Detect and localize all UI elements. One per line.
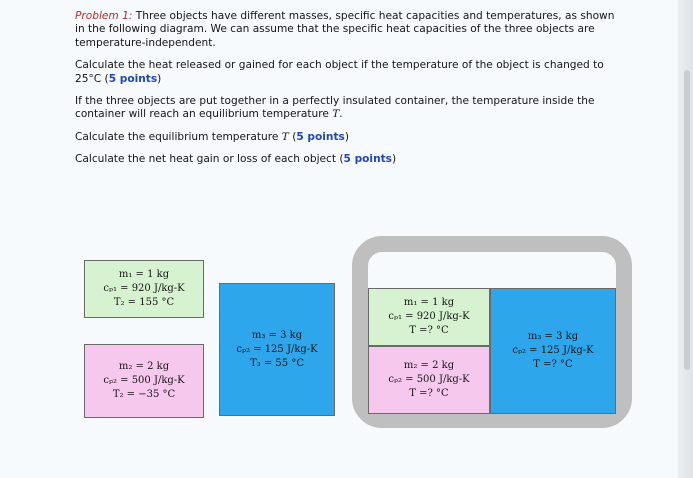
container-object-1-temperature: T =? °C: [409, 325, 449, 336]
container-object-2-box: [368, 346, 490, 414]
object-2-mass: m₂ = 2 kg: [118, 361, 170, 372]
context-paragraph: [75, 95, 615, 122]
question-1-text: Calculate the heat released or gained for each object if the temperature of the object is changed to 25°C (: [75, 59, 604, 85]
object-2-temperature: T₂ = −35 °C: [112, 389, 176, 400]
question-2-text: Calculate the equilibrium temperature: [75, 130, 282, 143]
problem-text: [75, 10, 615, 176]
object-3-mass: m₃ = 3 kg: [251, 329, 303, 341]
container-object-1-heat-capacity: cₚ₁ = 920 J/kg-K: [388, 311, 470, 322]
question-2-T: T: [281, 130, 289, 143]
object-1-heat-capacity: cₚ₁ = 920 J/kg-K: [103, 283, 185, 294]
problem-label: Problem 1:: [75, 10, 133, 22]
context-T: T: [332, 108, 340, 121]
object-1-box: [84, 260, 204, 318]
question-2: [75, 131, 615, 144]
object-3-box: [219, 283, 335, 416]
question-2-points: 5 points: [296, 130, 345, 143]
object-3-temperature: T₃ = 55 °C: [250, 357, 304, 369]
container-object-3-mass: m₃ = 3 kg: [527, 331, 579, 342]
question-3: [75, 153, 615, 166]
container-object-2-mass: m₂ = 2 kg: [403, 360, 455, 371]
problem-intro: [75, 10, 615, 50]
context-text: If the three objects are put together in a perfectly insulated container, the temperature inside the container will reach an equilibrium temperature: [75, 95, 595, 121]
object-2-box: [84, 344, 204, 418]
question-3-close: ): [391, 153, 397, 166]
context-end: .: [339, 108, 343, 121]
container-object-1-mass: m₁ = 1 kg: [403, 297, 455, 308]
question-1-close: ): [157, 72, 162, 85]
question-3-points: 5 points: [343, 153, 392, 166]
container-object-2-heat-capacity: cₚ₂ = 500 J/kg-K: [388, 374, 470, 385]
object-3-heat-capacity: cₚ₂ = 125 J/kg-K: [236, 343, 318, 355]
question-1-points: 5 points: [108, 72, 158, 85]
page-edge: [678, 0, 693, 478]
question-2-close: ): [344, 130, 349, 143]
container-object-1-box: [368, 288, 490, 346]
object-1-mass: m₁ = 1 kg: [118, 269, 170, 280]
scrollbar-thumb[interactable]: [684, 70, 690, 370]
container-object-3-box: [490, 288, 616, 414]
container-object-3-temperature: T =? °C: [533, 359, 573, 370]
problem-intro-text: Three objects have different masses, specific heat capacities and temperatures, as shown in the following diagram. We can assume that the specific heat capacities of the three objects are temperature-independent.: [75, 10, 615, 49]
object-1-temperature: T₂ = 155 °C: [113, 297, 175, 308]
question-3-text: Calculate the net heat gain or loss of each object (: [75, 153, 344, 166]
container-object-2-temperature: T =? °C: [409, 388, 449, 399]
question-1: [75, 59, 615, 86]
object-2-heat-capacity: cₚ₂ = 500 J/kg-K: [103, 375, 185, 386]
container-object-3-heat-capacity: cₚ₂ = 125 J/kg-K: [512, 345, 594, 356]
question-2-open: (: [288, 130, 297, 143]
